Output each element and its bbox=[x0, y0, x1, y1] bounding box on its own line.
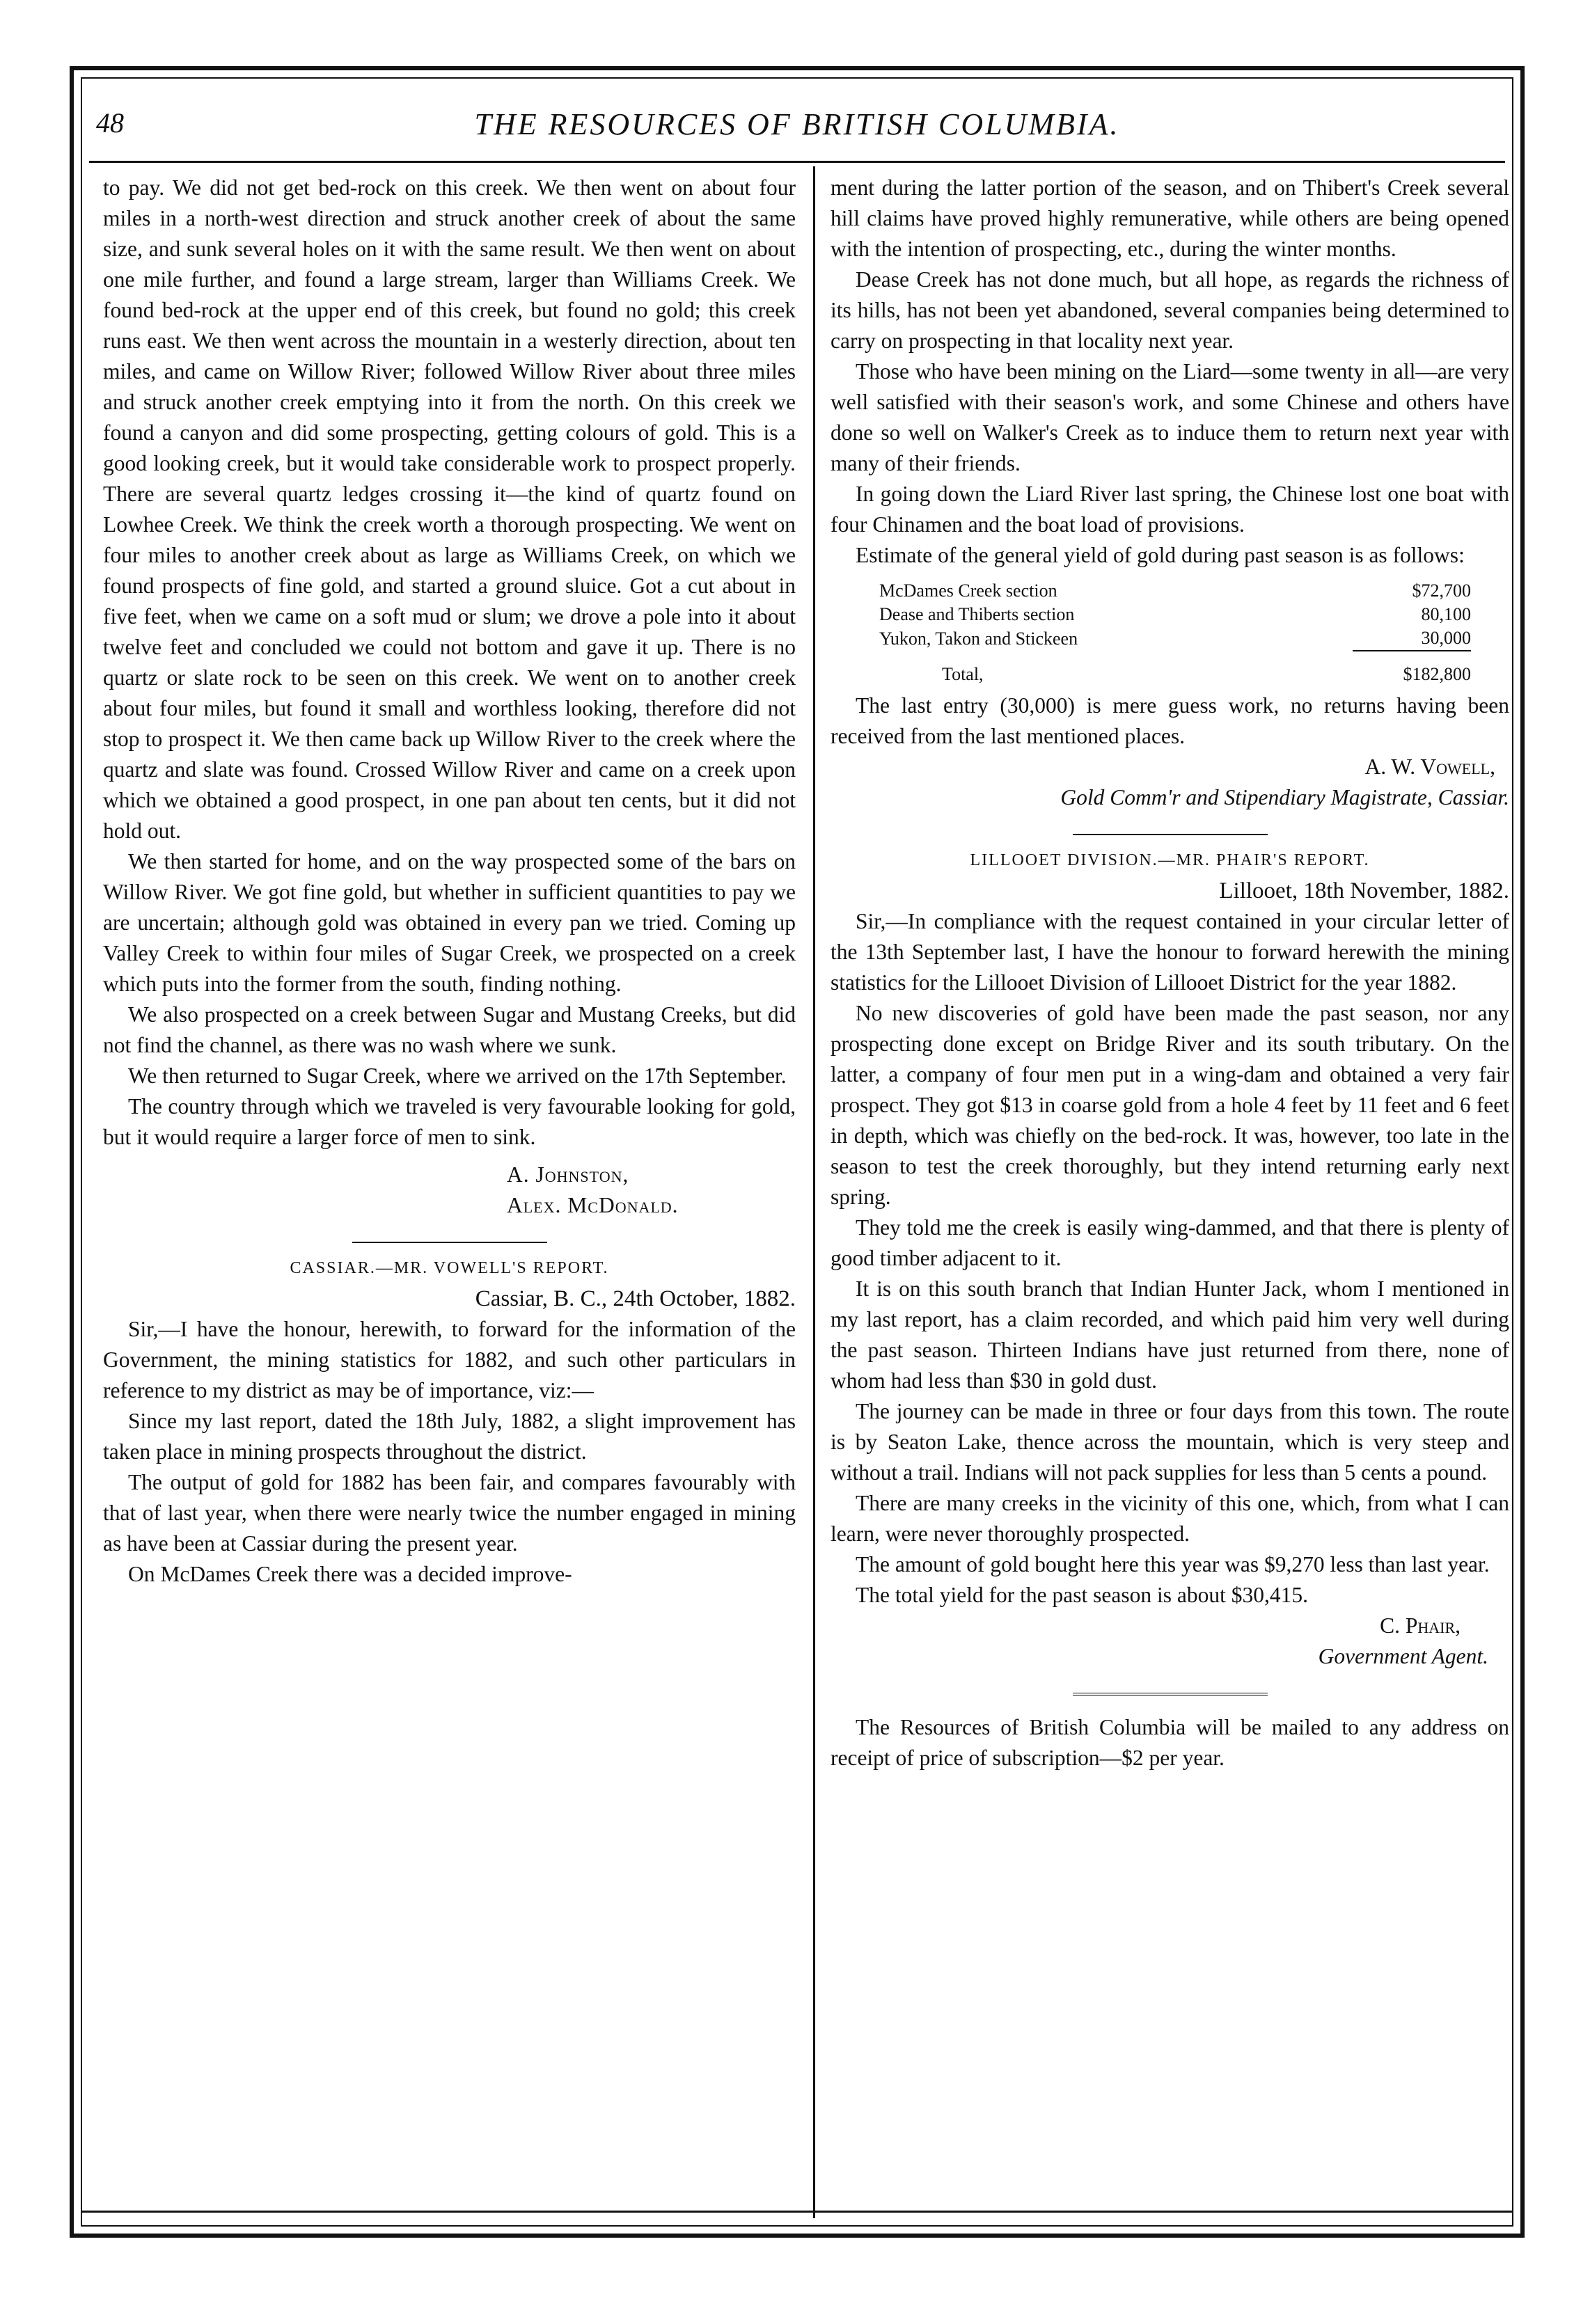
right-column bbox=[831, 173, 1509, 1773]
running-head bbox=[96, 106, 1498, 162]
table-cell-label: Yukon, Takon and Stickeen bbox=[879, 629, 1078, 649]
column-divider bbox=[813, 166, 815, 2218]
paragraph: On McDames Creek there was a decided improve- bbox=[128, 1562, 572, 1586]
table-total-row bbox=[879, 651, 1471, 686]
paragraph: Since my last report, dated the 18th July, 1882, a slight improvement has taken place in mining prospects throughout the district. bbox=[103, 1409, 796, 1464]
paragraph: The amount of gold bought here this year was $9,270 less than last year. bbox=[856, 1552, 1490, 1576]
paragraph: It is on this south branch that Indian Hunter Jack, whom I mentioned in my last report, has a claim recorded, and which paid him very well during the past season. Thirteen Indians have just returned from there, none of whom had less than $30 in gold dust. bbox=[831, 1276, 1509, 1393]
signature-block bbox=[103, 1160, 796, 1221]
gold-yield-table bbox=[879, 579, 1471, 686]
signatory: Alex. McDonald. bbox=[507, 1193, 679, 1217]
subscription-notice: The Resources of British Columbia will be mailed to any address on receipt of price of subscription—$2 per year. bbox=[831, 1715, 1509, 1770]
paragraph: There are many creeks in the vicinity of this one, which, from what I can learn, were never thoroughly prospected. bbox=[831, 1491, 1509, 1546]
signature: C. Phair, bbox=[1380, 1613, 1461, 1638]
signature: A. W. Vowell, bbox=[1364, 754, 1495, 779]
paragraph: No new discoveries of gold have been made the past season, nor any prospecting done except on Bridge River and its south tributary. On the latter, a company of four men put in a wing-dam and obtained a very fair prospect. They got $13 in coarse gold from a hole 4 feet by 11 feet and 6 feet in depth, which was chiefly on the bed-rock. It was, however, too late in the season to test the creek thoroughly, but they intend returning early next spring. bbox=[831, 1001, 1509, 1209]
page-frame bbox=[70, 66, 1525, 2238]
signature-title: Gold Comm'r and Stipendiary Magistrate, Cassiar. bbox=[1060, 785, 1509, 809]
section-rule bbox=[1073, 834, 1268, 835]
table-cell-amount: 80,100 bbox=[1421, 604, 1471, 624]
footer-rule bbox=[82, 2211, 1512, 2213]
section-rule bbox=[352, 1242, 547, 1243]
table-row bbox=[879, 603, 1471, 626]
header-rule bbox=[89, 161, 1505, 163]
paragraph: We then returned to Sugar Creek, where we arrived on the 17th September. bbox=[128, 1064, 787, 1088]
paragraph: to pay. We did not get bed-rock on this creek. We then went on about four miles in a north-west direction and struck another creek of about the same size, and sunk several holes on it with the same result. We then went on about one mile further, and found a large stream, larger than Williams Creek. We found bed-rock at the upper end of this creek, but found no gold; this creek runs east. We then went across the mountain in a westerly direction, about ten miles, and came on Willow River; followed Willow River about three miles and struck another creek emptying into it from the north. On this creek we found a canyon and did some prospecting, getting colours of gold. This is a good looking creek, but it would take considerable work to prospect properly. There are several quartz ledges crossing it—the kind of quartz found on Lowhee Creek. We think the creek worth a thorough prospecting. We went on four miles to another creek about as large as Williams Creek, on which we found prospects of fine gold, and started a ground sluice. Got a cut about in five feet, when we came on a soft mud or slum; we drove a pole into it about twelve feet and concluded we could not bottom and gave it up. There is no quartz or slate rock to be seen on this creek. We went on to another creek about four miles, but found it small and worthless looking, therefore did not stop to prospect it. We then came back up Willow River to the creek where the quartz and slate was found. Crossed Willow River and came on a creek upon which we obtained a good prospect, in one pan about ten cents, but it did not hold out. bbox=[103, 175, 796, 843]
inner-border bbox=[81, 77, 1513, 2227]
paragraph: We then started for home, and on the way prospected some of the bars on Willow River. We got fine gold, but whether in sufficient quantities to pay we are uncertain; although gold was obtained in every pan we tried. Coming up Valley Creek to within four miles of Sugar Creek, we prospected on a creek which puts into the former from the south, finding nothing. bbox=[103, 849, 796, 996]
paragraph: Dease Creek has not done much, but all hope, as regards the richness of its hills, has not been yet abandoned, several companies being determined to carry on prospecting in that locality next year. bbox=[831, 267, 1509, 353]
table-cell-amount: 30,000 bbox=[1421, 628, 1471, 648]
table-total-label: Total, bbox=[942, 664, 984, 684]
paragraph: Those who have been mining on the Liard—some twenty in all—are very well satisfied with their season's work, and some Chinese and others have done so well on Walker's Creek as to induce them to return next year with many of their friends. bbox=[831, 359, 1509, 475]
paragraph: The total yield for the past season is about $30,415. bbox=[856, 1583, 1308, 1607]
paragraph: Sir,—In compliance with the request contained in your circular letter of the 13th September last, I have the honour to forward herewith the mining statistics for the Lillooet Division of Lillooet District for the year 1882. bbox=[831, 909, 1509, 995]
signature-title: Government Agent. bbox=[1318, 1644, 1488, 1668]
dateline: Cassiar, B. C., 24th October, 1882. bbox=[475, 1286, 796, 1311]
paragraph: The journey can be made in three or four days from this town. The route is by Seaton Lake, thence across the mountain, which is very steep and without a trail. Indians will not pack supplies for less than 5 cents a pound. bbox=[831, 1399, 1509, 1485]
paragraph: Estimate of the general yield of gold during past season is as follows: bbox=[856, 543, 1465, 567]
journal-title: THE RESOURCES OF BRITISH COLUMBIA. bbox=[474, 107, 1120, 141]
paragraph: They told me the creek is easily wing-dammed, and that there is plenty of good timber adjacent to it. bbox=[831, 1215, 1509, 1270]
section-rule bbox=[1073, 1693, 1268, 1698]
paragraph: We also prospected on a creek between Sugar and Mustang Creeks, but did not find the channel, as there was no wash where we sunk. bbox=[103, 1002, 796, 1057]
table-cell-label: McDames Creek section bbox=[879, 580, 1057, 601]
table-cell-label: Dease and Thiberts section bbox=[879, 604, 1075, 624]
paragraph: The output of gold for 1882 has been fair, and compares favourably with that of last year, when there were nearly twice the number engaged in mining as have been at Cassiar during the present year. bbox=[103, 1470, 796, 1556]
dateline: Lillooet, 18th November, 1882. bbox=[1219, 878, 1509, 903]
table-row bbox=[879, 626, 1471, 651]
table-row bbox=[879, 579, 1471, 603]
left-column bbox=[103, 173, 796, 1590]
paragraph: The country through which we traveled is very favourable looking for gold, but it would require a larger force of men to sink. bbox=[103, 1094, 796, 1149]
paragraph: The last entry (30,000) is mere guess work, no returns having been received from the last mentioned places. bbox=[831, 693, 1509, 748]
paragraph: Sir,—I have the honour, herewith, to forward for the information of the Government, the mining statistics for 1882, and such other particulars in reference to my district as may be of importance, viz:— bbox=[103, 1317, 796, 1402]
page-number: 48 bbox=[96, 107, 124, 139]
paragraph: In going down the Liard River last spring, the Chinese lost one boat with four Chinamen and the boat load of provisions. bbox=[831, 482, 1509, 537]
section-heading: CASSIAR.—MR. VOWELL'S REPORT. bbox=[290, 1259, 609, 1277]
table-total-amount: $182,800 bbox=[1353, 651, 1471, 686]
signatory: A. Johnston, bbox=[507, 1162, 629, 1187]
table-cell-amount: $72,700 bbox=[1412, 580, 1471, 601]
section-heading: LILLOOET DIVISION.—MR. PHAIR'S REPORT. bbox=[970, 851, 1370, 869]
paragraph: ment during the latter portion of the season, and on Thibert's Creek several hill claims have proved highly remunerative, while others are being opened with the intention of prospecting, etc., during the winter months. bbox=[831, 175, 1509, 261]
